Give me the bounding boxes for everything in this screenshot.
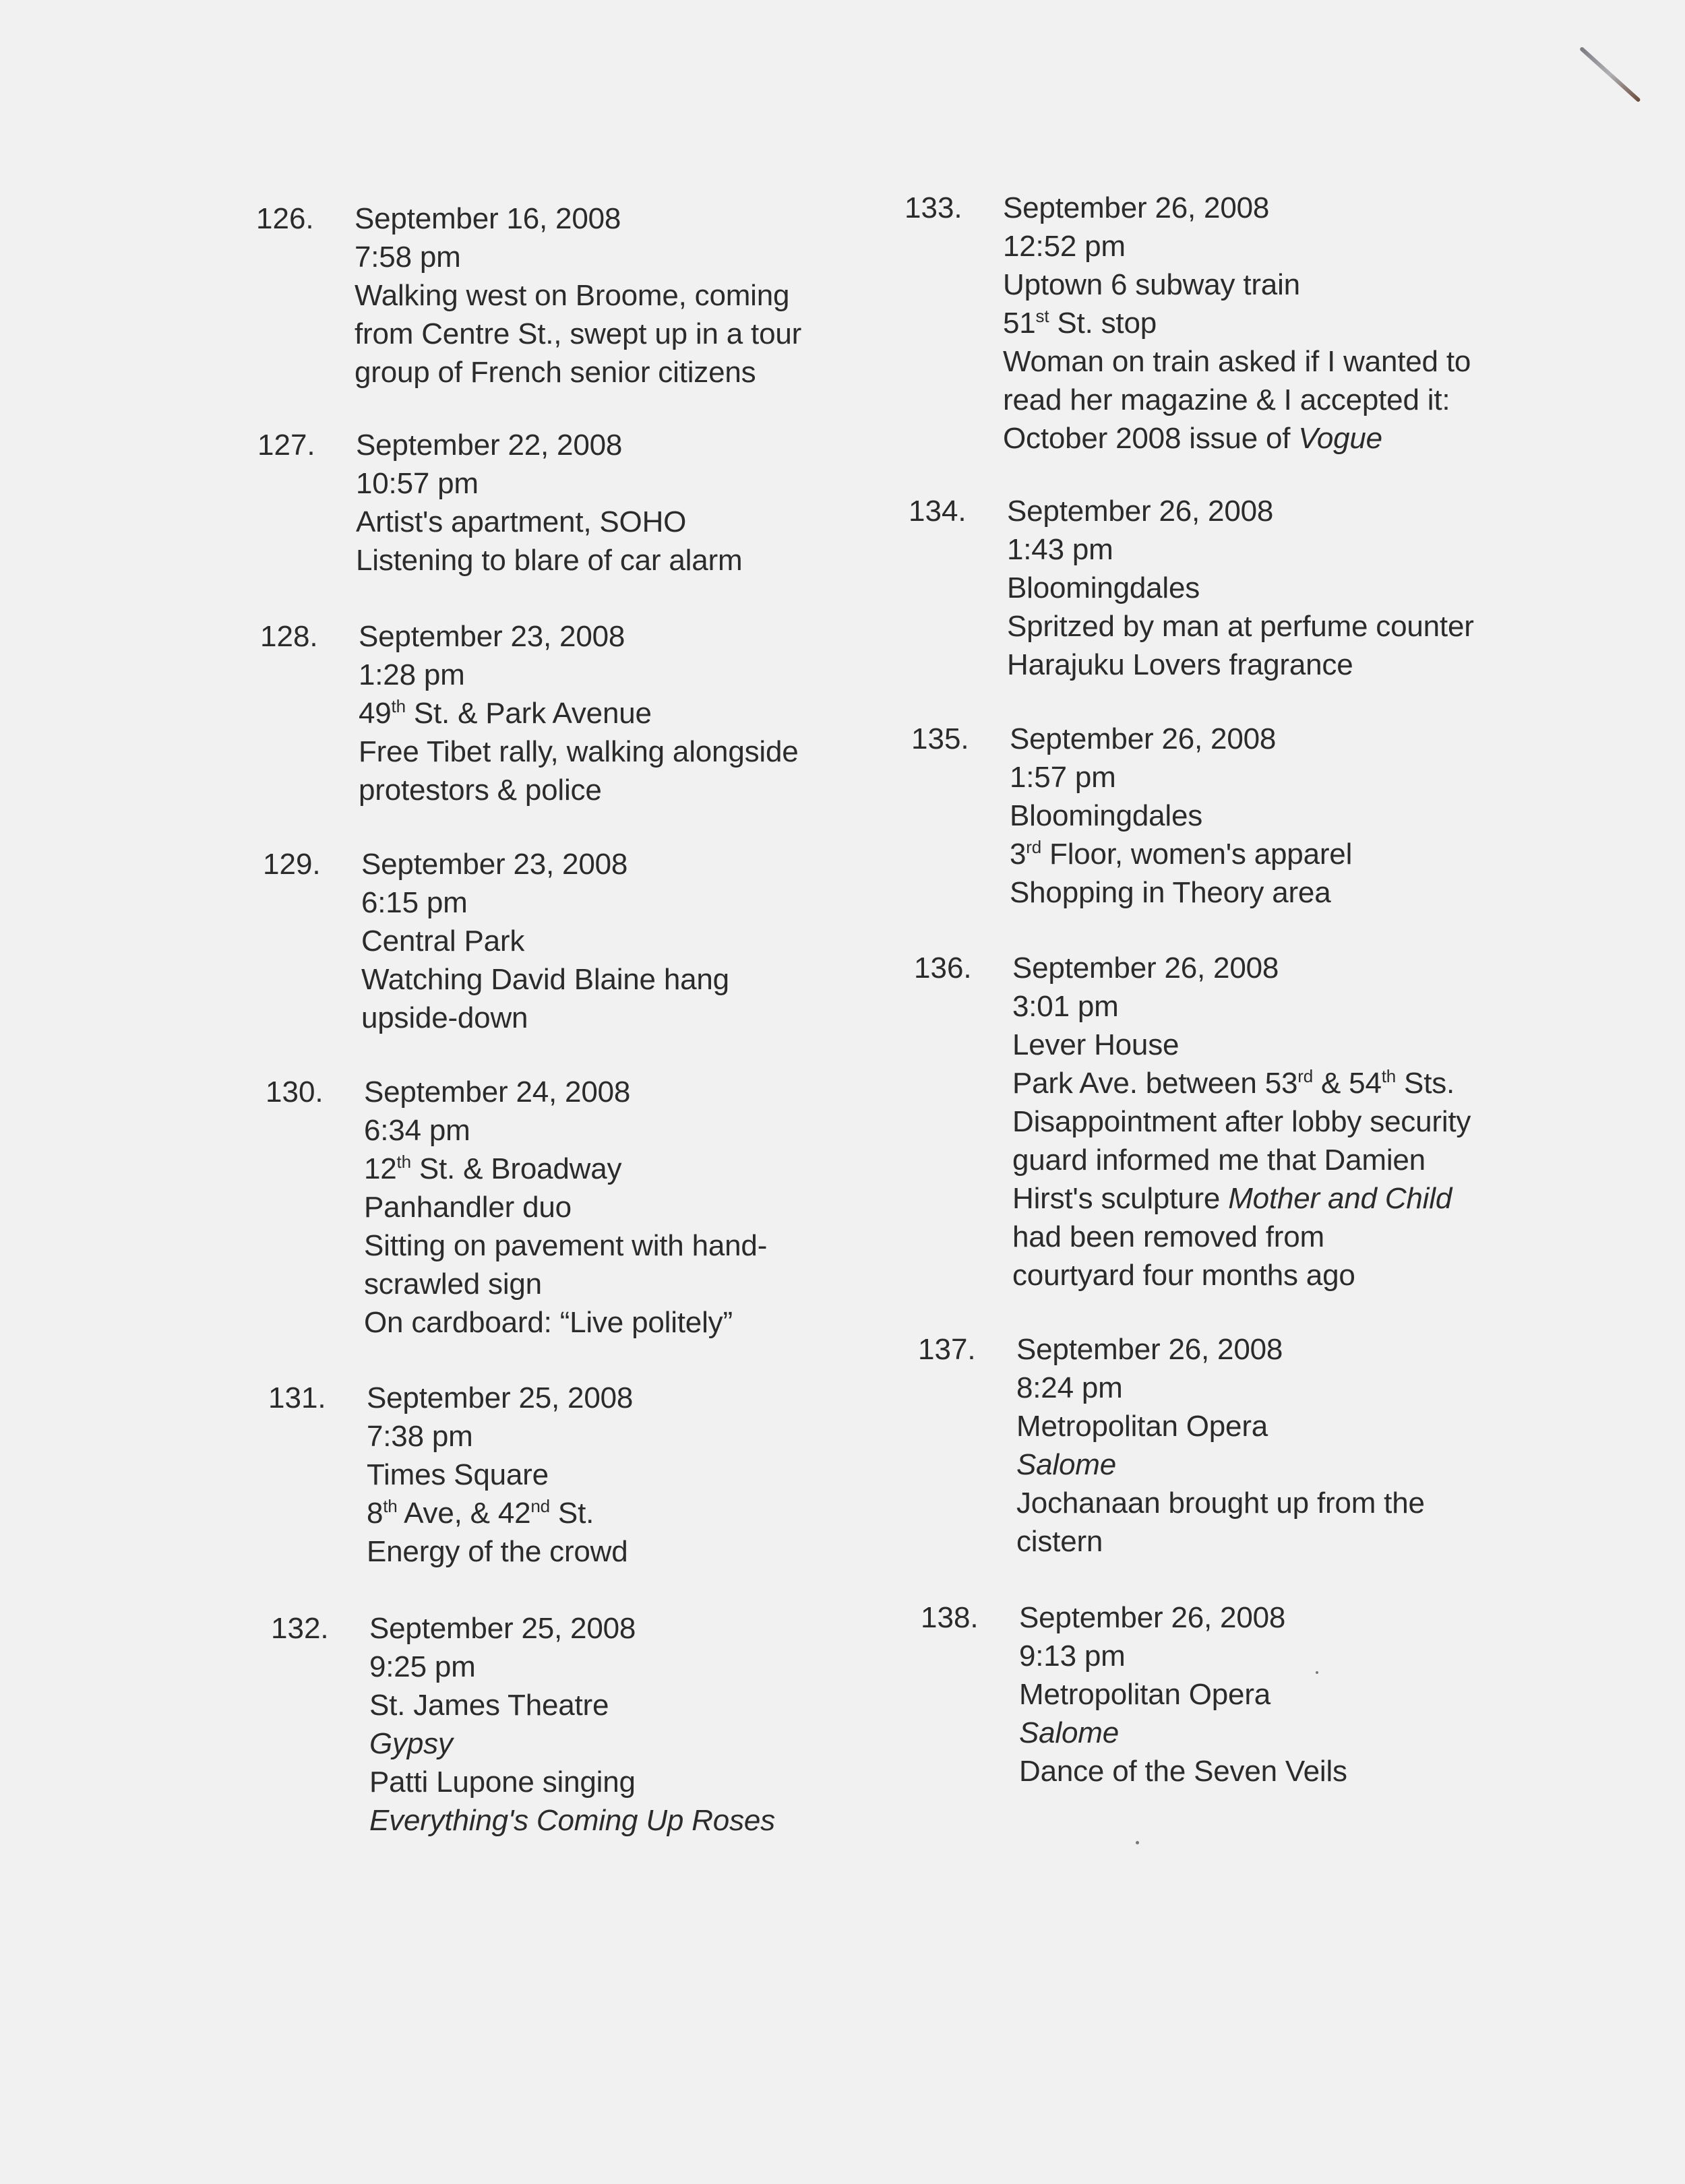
- entry-text-line: Woman on train asked if I wanted to: [1003, 345, 1471, 378]
- entry-text-line: Gypsy: [369, 1727, 453, 1760]
- entry-text-line: On cardboard: “Live politely”: [364, 1306, 733, 1339]
- staple-mark: [1579, 46, 1641, 102]
- entry-date: September 22, 2008: [356, 429, 623, 462]
- entry-text-line: Metropolitan Opera: [1016, 1410, 1268, 1443]
- entry-text-line: Everything's Coming Up Roses: [369, 1804, 775, 1837]
- entry-number: 135.: [911, 722, 969, 755]
- entry-text-line: Uptown 6 subway train: [1003, 268, 1300, 301]
- entry-text-line: protestors & police: [359, 774, 602, 807]
- entry-text-line: St. James Theatre: [369, 1689, 609, 1722]
- entry-text-line: Disappointment after lobby security: [1012, 1105, 1471, 1138]
- entry-time: 1:57 pm: [1010, 761, 1116, 794]
- entry-lines: [1010, 720, 1495, 912]
- entry-text-line: Central Park: [361, 925, 525, 958]
- entry-date: September 26, 2008: [1010, 722, 1277, 755]
- entry-number: 127.: [257, 429, 315, 462]
- entry-date: September 26, 2008: [1012, 951, 1279, 985]
- entry-number: 134.: [909, 495, 967, 528]
- entry-date: September 26, 2008: [1019, 1601, 1286, 1634]
- entry-time: 6:15 pm: [361, 886, 468, 919]
- entry-text-line: Watching David Blaine hang: [361, 963, 729, 996]
- entry-lines: [1003, 189, 1488, 458]
- entry-text-line: Bloomingdales: [1007, 571, 1200, 604]
- entry-text-line: Harajuku Lovers fragrance: [1007, 648, 1353, 681]
- entry-date: September 23, 2008: [361, 848, 628, 881]
- entry-lines: [367, 1379, 852, 1571]
- entry-time: 1:43 pm: [1007, 533, 1113, 566]
- italic-title: Vogue: [1298, 422, 1382, 455]
- entry-text-line: 12th St. & Broadway: [364, 1152, 622, 1185]
- entry-lines: [1012, 949, 1498, 1294]
- entry-number: 128.: [260, 620, 318, 653]
- entry-text-line: cistern: [1016, 1525, 1103, 1558]
- entry-lines: [356, 426, 841, 580]
- entry-date: September 25, 2008: [369, 1612, 636, 1645]
- entry-date: September 25, 2008: [367, 1381, 634, 1414]
- entry-lines: [1019, 1598, 1504, 1790]
- entry-text-line: Metropolitan Opera: [1019, 1678, 1271, 1711]
- entry-text-line: Lever House: [1012, 1028, 1180, 1061]
- entry-lines: [369, 1609, 855, 1840]
- entry-number: 131.: [268, 1381, 326, 1414]
- entry-date: September 23, 2008: [359, 620, 625, 653]
- entry-text-line: Walking west on Broome, coming: [355, 279, 790, 312]
- entry-time: 7:58 pm: [355, 241, 461, 274]
- entry-number: 136.: [914, 951, 972, 985]
- entry-text-line: Shopping in Theory area: [1010, 876, 1331, 909]
- entry-text-line: scrawled sign: [364, 1268, 542, 1301]
- entry-date: September 26, 2008: [1007, 495, 1274, 528]
- entry-text-line: October 2008 issue of Vogue: [1003, 422, 1382, 455]
- entry-text-line: Jochanaan brought up from the: [1016, 1487, 1425, 1520]
- entry-date: September 16, 2008: [355, 202, 621, 235]
- entry-text-line: Energy of the crowd: [367, 1535, 628, 1568]
- paper-speck: [1136, 1841, 1139, 1844]
- entry-date: September 26, 2008: [1003, 191, 1270, 224]
- entry-text-line: Patti Lupone singing: [369, 1766, 636, 1799]
- entry-number: 138.: [921, 1601, 979, 1634]
- entry-time: 3:01 pm: [1012, 990, 1119, 1023]
- entry-date: September 26, 2008: [1016, 1333, 1283, 1366]
- entry-lines: [1016, 1330, 1502, 1561]
- entry-text-line: read her magazine & I accepted it:: [1003, 383, 1450, 416]
- entry-text-line: Salome: [1016, 1448, 1116, 1481]
- entry-time: 7:38 pm: [367, 1420, 473, 1453]
- entry-time: 1:28 pm: [359, 658, 465, 691]
- entry-lines: [355, 199, 840, 392]
- entry-lines: [359, 617, 844, 809]
- entry-number: 133.: [905, 191, 962, 224]
- entry-time: 6:34 pm: [364, 1114, 470, 1147]
- entry-time: 10:57 pm: [356, 467, 479, 500]
- entry-time: 8:24 pm: [1016, 1371, 1123, 1404]
- entry-text-line: Free Tibet rally, walking alongside: [359, 735, 799, 768]
- entry-text-line: Listening to blare of car alarm: [356, 544, 743, 577]
- entry-time: 9:25 pm: [369, 1650, 476, 1683]
- entry-number: 132.: [271, 1612, 329, 1645]
- entry-text-line: group of French senior citizens: [355, 356, 756, 389]
- entry-text-line: Park Ave. between 53rd & 54th Sts.: [1012, 1066, 1455, 1100]
- entry-date: September 24, 2008: [364, 1075, 631, 1109]
- entry-text-line: Artist's apartment, SOHO: [356, 505, 687, 538]
- entry-text-line: Panhandler duo: [364, 1191, 572, 1224]
- entry-text-line: upside-down: [361, 1001, 528, 1034]
- entry-text-line: 8th Ave, & 42nd St.: [367, 1496, 594, 1530]
- entry-text-line: 3rd Floor, women's apparel: [1010, 837, 1353, 871]
- entry-text-line: 51st St. stop: [1003, 306, 1157, 340]
- entry-text-line: guard informed me that Damien: [1012, 1144, 1426, 1177]
- entry-number: 129.: [263, 848, 321, 881]
- entry-number: 126.: [256, 202, 314, 235]
- entry-text-line: Salome: [1019, 1716, 1119, 1749]
- entry-lines: [361, 845, 847, 1037]
- italic-title: Mother and Child: [1228, 1182, 1452, 1215]
- entry-text-line: had been removed from: [1012, 1220, 1324, 1253]
- entry-time: 12:52 pm: [1003, 230, 1126, 263]
- entry-text-line: courtyard four months ago: [1012, 1259, 1355, 1292]
- entry-text-line: from Centre St., swept up in a tour: [355, 317, 802, 350]
- entry-text-line: Times Square: [367, 1458, 549, 1491]
- entry-number: 130.: [266, 1075, 324, 1109]
- entry-text-line: Bloomingdales: [1010, 799, 1203, 832]
- entry-number: 137.: [918, 1333, 976, 1366]
- entry-lines: [1007, 492, 1492, 684]
- entry-text-line: 49th St. & Park Avenue: [359, 696, 652, 730]
- entry-text-line: Sitting on pavement with hand-: [364, 1229, 768, 1262]
- entry-lines: [364, 1073, 849, 1342]
- entry-time: 9:13 pm: [1019, 1640, 1126, 1673]
- entry-text-line: Spritzed by man at perfume counter: [1007, 610, 1474, 643]
- entry-text-line: Dance of the Seven Veils: [1019, 1755, 1347, 1788]
- entry-text-line: Hirst's sculpture Mother and Child: [1012, 1182, 1452, 1215]
